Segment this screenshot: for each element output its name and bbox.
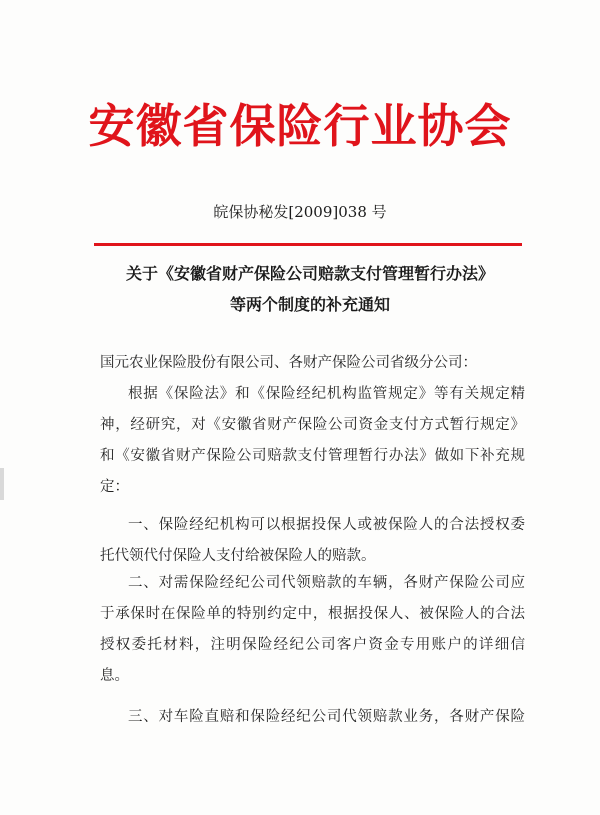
red-divider-line	[94, 243, 522, 246]
salutation-text: 国元农业保险股份有限公司、各财产保险公司省级分公司：	[100, 355, 477, 371]
paragraph-line: 三、对车险直赔和保险经纪公司代领赔款业务，各财产保险	[128, 709, 525, 725]
paragraph-line: 托代领代付保险人支付给被保险人的赔款。	[100, 548, 376, 564]
title-line: 关于《安徽省财产保险公司赔款支付管理暂行办法》	[125, 264, 494, 283]
paragraph-item-3	[100, 702, 525, 733]
notice-title	[100, 258, 520, 320]
paragraph-line: 定：	[100, 479, 129, 495]
paragraph-line: 授权委托材料，注明保险经纪公司客户资金专用账户的详细信	[100, 637, 525, 653]
paragraph-item-1	[100, 510, 525, 572]
paragraph-line: 神，经研究，对《安徽省财产保险公司资金支付方式暂行规定》	[100, 417, 525, 433]
paragraph-item-2	[100, 568, 525, 692]
paragraph-line: 和《安徽省财产保险公司赔款支付管理暂行办法》做如下补充规	[100, 448, 525, 464]
paragraph-line: 二、对需保险经纪公司代领赔款的车辆，各财产保险公司应	[128, 575, 525, 591]
paragraph-line: 一、保险经纪机构可以根据投保人或被保险人的合法授权委	[128, 517, 525, 533]
title-line: 等两个制度的补充通知	[229, 295, 390, 314]
issuer-header: 安徽省保险行业协会	[88, 99, 512, 153]
scan-fold-mark	[0, 468, 4, 500]
paragraph-line: 息。	[100, 668, 129, 684]
paragraph-line: 根据《保险法》和《保险经纪机构监管规定》等有关规定精	[128, 386, 525, 402]
salutation	[100, 348, 525, 379]
paragraph-basis	[100, 379, 525, 503]
paragraph-line: 于承保时在保险单的特别约定中，根据投保人、被保险人的合法	[100, 606, 525, 622]
document-number: 皖保协秘发[2009]038 号	[213, 203, 387, 221]
